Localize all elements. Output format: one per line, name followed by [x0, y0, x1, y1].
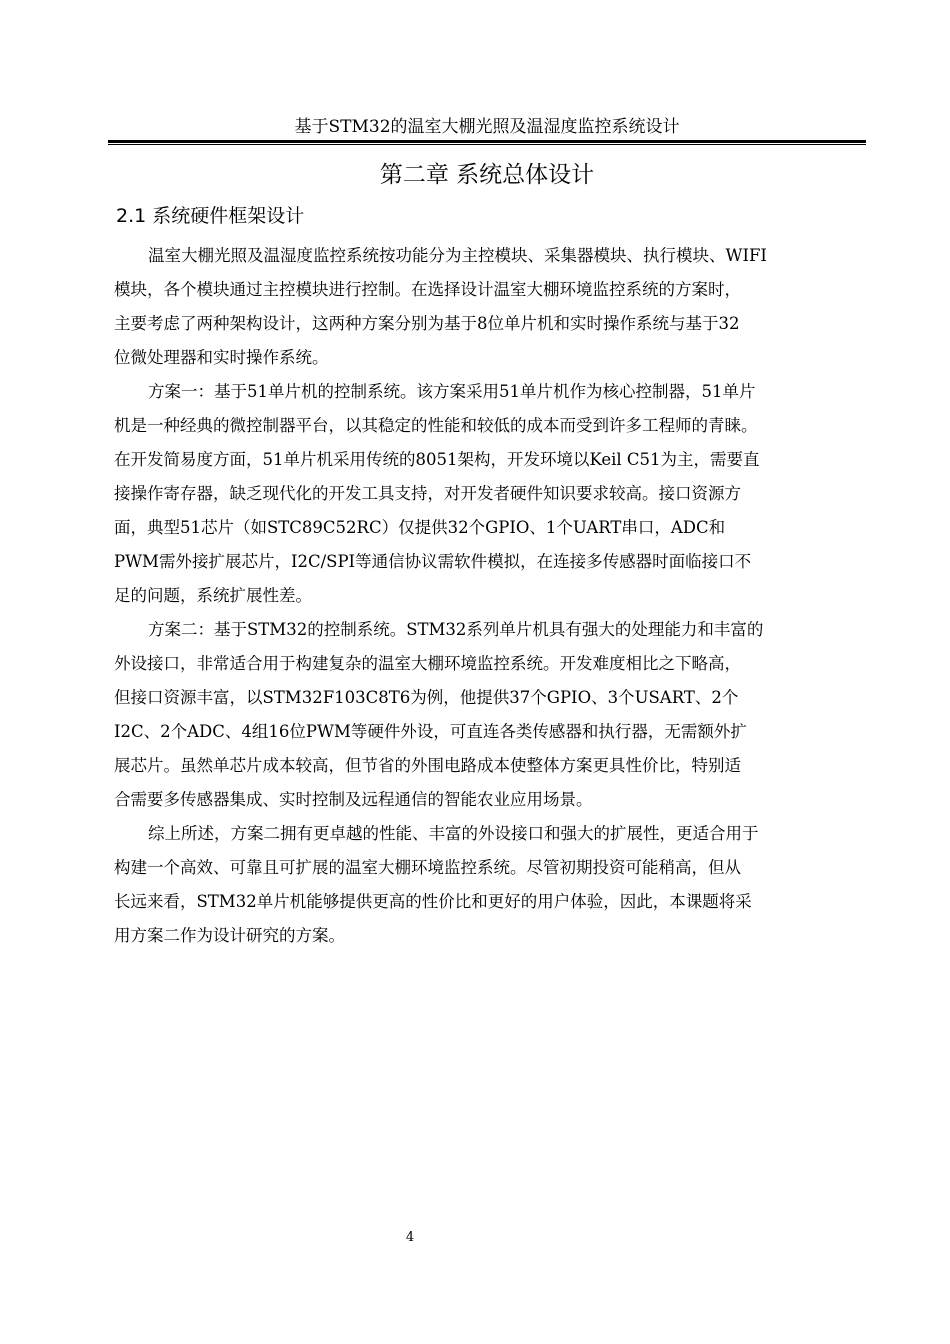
- body-line: 面，典型51芯片（如STC89C52RC）仅提供32个GPIO、1个UART串口，ADC和: [114, 518, 726, 537]
- page-number: 4: [405, 1230, 415, 1245]
- body-line: 机是一种经典的微控制器平台，以其稳定的性能和较低的成本而受到许多工程师的青睐。: [114, 416, 758, 435]
- header-rule: [108, 140, 866, 145]
- section-heading: 2.1 系统硬件框架设计: [116, 205, 305, 227]
- body-line: 在开发简易度方面，51单片机采用传统的8051架构，开发环境以Keil C51为主，需要直: [114, 450, 760, 469]
- body-line: 长远来看，STM32单片机能够提供更高的性价比和更好的用户体验，因此，本课题将采: [114, 892, 752, 911]
- body-line: 方案二：基于STM32的控制系统。STM32系列单片机具有强大的处理能力和丰富的: [148, 620, 764, 639]
- body-line: 展芯片。虽然单芯片成本较高，但节省的外围电路成本使整体方案更具性价比，特别适: [114, 756, 741, 775]
- body-line: 模块，各个模块通过主控模块进行控制。在选择设计温室大棚环境监控系统的方案时，: [114, 280, 741, 299]
- body-line: 但接口资源丰富，以STM32F103C8T6为例，他提供37个GPIO、3个USART、2个: [114, 688, 739, 707]
- chapter-title: 第二章 系统总体设计: [379, 162, 595, 188]
- running-header: 基于STM32的温室大棚光照及温湿度监控系统设计: [294, 117, 680, 137]
- body-line: PWM需外接扩展芯片，I2C/SPI等通信协议需软件模拟，在连接多传感器时面临接口不: [114, 552, 752, 571]
- body-line: 位微处理器和实时操作系统。: [114, 348, 329, 367]
- body-line: 综上所述，方案二拥有更卓越的性能、丰富的外设接口和强大的扩展性，更适合用于: [148, 824, 759, 843]
- body-line: 足的问题，系统扩展性差。: [114, 586, 312, 605]
- body-line: 温室大棚光照及温湿度监控系统按功能分为主控模块、采集器模块、执行模块、WIFI: [148, 246, 767, 265]
- body-line: 方案一：基于51单片机的控制系统。该方案采用51单片机作为核心控制器，51单片: [148, 382, 756, 401]
- body-line: 外设接口，非常适合用于构建复杂的温室大棚环境监控系统。开发难度相比之下略高，: [114, 654, 741, 673]
- body-line: 合需要多传感器集成、实时控制及远程通信的智能农业应用场景。: [114, 790, 593, 809]
- body-line: 接操作寄存器，缺乏现代化的开发工具支持，对开发者硬件知识要求较高。接口资源方: [114, 484, 741, 503]
- body-line: 主要考虑了两种架构设计，这两种方案分别为基于8位单片机和实时操作系统与基于32: [114, 314, 740, 333]
- body-line: 用方案二作为设计研究的方案。: [114, 926, 345, 945]
- body-line: 构建一个高效、可靠且可扩展的温室大棚环境监控系统。尽管初期投资可能稍高，但从: [114, 858, 741, 877]
- body-line: I2C、2个ADC、4组16位PWM等硬件外设，可直连各类传感器和执行器，无需额外扩: [114, 722, 747, 741]
